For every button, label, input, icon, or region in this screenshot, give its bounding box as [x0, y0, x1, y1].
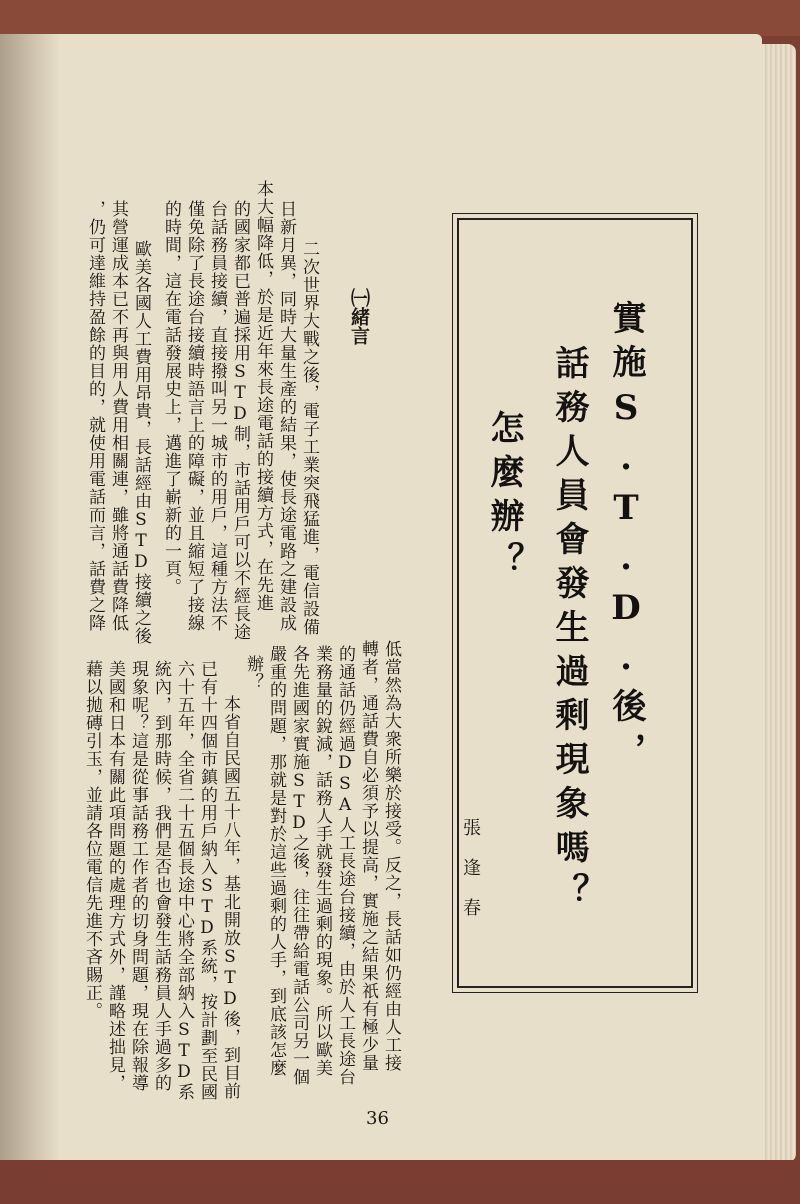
text-column-bottom-12: 現象呢？這是從事話務工作者的切身問題，現在除報導 — [128, 660, 148, 1092]
author-name: 張逢春 — [460, 818, 481, 938]
text-column-top-7: 的時間，這在電話發展史上，邁進了嶄新的一頁。 — [161, 200, 181, 596]
text-column-bottom-11: 統內，到那時候，我們是否也會發生話務員人手過多的 — [151, 660, 171, 1092]
text-column-bottom-2: 轉者，通話費自必須予以提高，實施之結果祇有極少量 — [358, 640, 378, 1072]
text-column-bottom-9: 已有十四個市鎮的用戶納入STD系統，按計劃至民國 — [197, 660, 217, 1101]
text-column-bottom-14: 藉以拋磚引玉，並請各位電信先進不吝賜正。 — [82, 660, 102, 1020]
text-column-bottom-8: 本省自民國五十八年，基北開放STD後，到目前 — [220, 695, 240, 1100]
section-heading: ㈠緒言 — [348, 288, 370, 345]
text-column-bottom-3: 的通話仍經過DSA人工長途台接續，由於人工長途台 — [335, 645, 355, 1086]
text-column-top-2: 日新月異，同時大量生產的結果，使長途電路之建設成 — [276, 200, 296, 632]
text-column-top-4: 的國家都已普遍採用STD制，市話用戶可以不經長途 — [230, 200, 250, 641]
text-column-top-10: ，仍可達維持盈餘的目的，就使用電話而言，話費之降 — [85, 200, 105, 632]
text-column-top-8: 歐美各國人工費用昂貴，長話經由STD接續之後 — [131, 240, 151, 645]
text-column-top-3: 本大幅降低，於是近年來長途電話的接續方式，在先進 — [253, 180, 273, 612]
page-number: 36 — [366, 1108, 389, 1129]
text-column-top-5: 台話務員接續，直接撥叫另一城市的用戶，這種方法不 — [207, 200, 227, 632]
background-top — [0, 0, 800, 36]
text-column-bottom-7: 辦？ — [243, 655, 263, 691]
title-line-3: 怎麼辦？ — [484, 410, 524, 586]
text-column-top-9: 其營運成本已不再與用人費用相關連，雖將通話費降低 — [108, 200, 128, 632]
title-line-1: 實施S.T.D.後， — [606, 300, 646, 776]
text-column-top-6: 僅免除了長途台接續時語言上的障礙，並且縮短了接線 — [184, 200, 204, 632]
page-stack-edge — [756, 44, 796, 1162]
title-line-2: 話務人員會發生過剩現象嗎？ — [549, 345, 589, 917]
text-column-bottom-6: 嚴重的問題，那就是對於這些過剩的人手，到底該怎麼 — [266, 645, 286, 1077]
background-bottom — [0, 1160, 800, 1204]
text-column-bottom-4: 業務量的銳減，話務人手就發生過剩的現象。所以歐美 — [312, 645, 332, 1077]
text-column-bottom-10: 六十五年，全省二十五個長途中心將全部納入STD系 — [174, 660, 194, 1101]
text-column-bottom-1: 低當然為大衆所樂於接受。反之，長話如仍經由人工接 — [381, 640, 401, 1072]
text-column-top-1: 二次世界大戰之後，電子工業突飛猛進，電信設備 — [299, 240, 319, 636]
text-column-bottom-5: 各先進國家實施STD之後，往往帶給電話公司另一個 — [289, 645, 309, 1086]
spine-shadow — [0, 34, 60, 1164]
text-column-bottom-13: 美國和日本有關此項問題的處理方式外，謹略述拙見， — [105, 660, 125, 1092]
